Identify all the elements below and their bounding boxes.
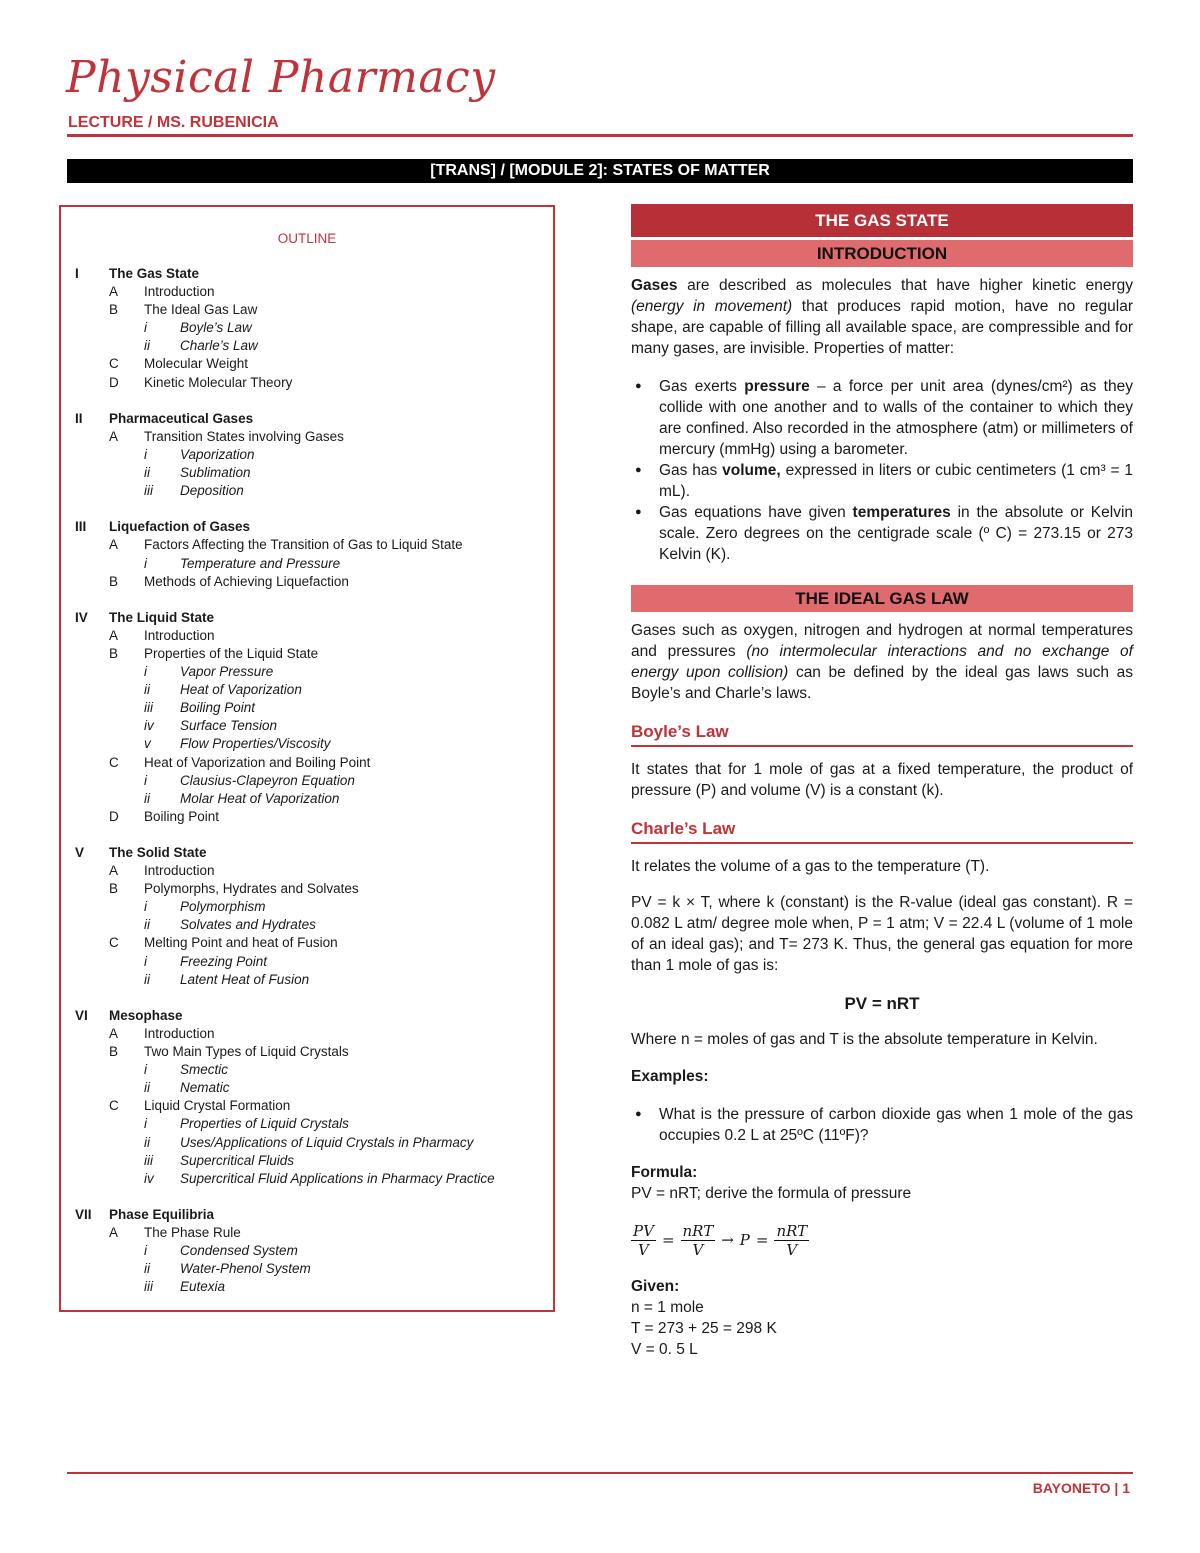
outline-item xyxy=(75,790,545,808)
list-item: ● Gas has volume, expressed in liters or cubic centimeters (1 cm³ = 1 mL). xyxy=(631,460,1133,502)
outline-item-number: VII xyxy=(75,1206,92,1222)
fraction-pv-over-v: $\frac{PV}{V}$ xyxy=(633,1221,654,1259)
outline-item-number: A xyxy=(109,1224,119,1240)
outline-item xyxy=(75,1224,545,1242)
outline-item xyxy=(75,265,545,283)
outline-item xyxy=(75,953,545,971)
outline-item xyxy=(75,1115,545,1133)
outline-item-label: Supercritical Fluids xyxy=(180,1152,295,1168)
outline-item-number: C xyxy=(109,356,119,372)
pressure-derivation: $\frac{PV}{V}$ = $\frac{\text{nRT}}{V}$ → P = $\frac{\text{nRT}}{V}$ xyxy=(633,1221,808,1259)
outline-item-label: Smectic xyxy=(180,1062,229,1078)
outline-item-number: ii xyxy=(144,465,150,481)
outline-item-number: D xyxy=(109,808,119,824)
outline-item xyxy=(75,1170,545,1188)
outline-item-label: Flow Properties/Viscosity xyxy=(180,736,331,752)
intro-tail: that produces rapid motion, have no regular shape, are capable of filling all available space, are compressible and for many gases, are invisible. Properties of matter: xyxy=(631,298,1133,357)
fraction-nrt-over-v-result: $\frac{\text{nRT}}{V}$ xyxy=(776,1221,808,1259)
outline-item-label: Eutexia xyxy=(180,1279,226,1295)
outline-item xyxy=(75,645,545,663)
outline-item xyxy=(75,283,545,301)
outline-item-number: iii xyxy=(144,483,153,499)
outline-item xyxy=(75,518,545,536)
outline-item-number: ii xyxy=(144,1080,150,1096)
outline-item-number: i xyxy=(144,1243,147,1259)
intro-emphasis: (energy in movement) xyxy=(631,298,793,315)
outline-item xyxy=(75,428,545,446)
outline-item-label: Liquefaction of Gases xyxy=(109,519,251,535)
outline-item-number: B xyxy=(109,881,119,897)
outline-item-number: V xyxy=(75,845,85,860)
outline-item-label: Boyle’s Law xyxy=(180,320,252,336)
outline-item-label: The Solid State xyxy=(109,845,207,860)
outline-item-label: Introduction xyxy=(144,863,215,879)
outline-item xyxy=(75,880,545,898)
outline-item xyxy=(75,1043,545,1061)
introduction-heading: INTRODUCTION xyxy=(631,240,1133,267)
charles-law-text: It relates the volume of a gas to the temperature (T). xyxy=(631,858,990,875)
outline-item-number: i xyxy=(144,320,147,336)
outline-item-label: Uses/Applications of Liquid Crystals in Pharmacy xyxy=(180,1134,474,1150)
given-label: Given: xyxy=(631,1278,680,1295)
outline-item-number: VI xyxy=(75,1007,88,1023)
outline-item xyxy=(75,446,545,464)
outline-item xyxy=(75,1079,545,1097)
outline-item-number: B xyxy=(109,645,119,661)
outline-item xyxy=(75,337,545,355)
outline-item xyxy=(75,536,545,554)
outline-item-label: Liquid Crystal Formation xyxy=(144,1098,291,1114)
outline-item-number: iii xyxy=(144,1279,153,1295)
outline-item xyxy=(75,735,545,753)
outline-item-number: C xyxy=(109,935,119,951)
formula-text: PV = nRT; derive the formula of pressure xyxy=(631,1185,912,1202)
outline-item-number: ii xyxy=(144,790,150,806)
intro-lead: Gases xyxy=(631,277,678,294)
outline-item-label: Molar Heat of Vaporization xyxy=(180,790,340,806)
outline-item xyxy=(75,699,545,717)
outline-item-label: Phase Equilibria xyxy=(109,1206,215,1222)
outline-item xyxy=(75,555,545,573)
outline-item-number: ii xyxy=(144,971,150,987)
outline-item-label: Molecular Weight xyxy=(144,356,249,372)
outline-item-number: iv xyxy=(144,718,154,734)
outline-item-label: Supercritical Fluid Applications in Pharmacy Practice xyxy=(180,1170,495,1186)
outline-item-number: ii xyxy=(144,1134,150,1150)
outline-item xyxy=(75,1206,545,1224)
outline-item-number: i xyxy=(144,1062,147,1078)
outline-title: OUTLINE xyxy=(277,231,337,246)
outline-item-number: B xyxy=(109,573,119,589)
outline-item-label: Introduction xyxy=(144,284,215,300)
outline-item-number: A xyxy=(109,627,119,643)
pv-paragraph: PV = k × T, where k (constant) is the R-value (ideal gas constant). R = 0.082 L atm/ degree mole when, P = 1 atm; V = 22.4 L (volume of 1 mole of an ideal gas); and T= 273 K. Thus, the general gas equation for more than 1 mole of gas is: xyxy=(631,894,1133,974)
outline-item-number: ii xyxy=(144,917,150,933)
charles-law-heading: Charle’s Law xyxy=(631,818,1133,844)
outline-item-number: III xyxy=(75,519,87,535)
outline-item xyxy=(75,319,545,337)
outline-item-number: B xyxy=(109,302,119,318)
outline-item xyxy=(75,627,545,645)
intro-paragraph xyxy=(631,275,1133,359)
where-text: Where n = moles of gas and T is the absolute temperature in Kelvin. xyxy=(631,1031,1098,1048)
lecture-subtitle: LECTURE / MS. RUBENICIA xyxy=(68,114,279,131)
outline-item-number: I xyxy=(75,266,79,281)
outline-item-number: A xyxy=(109,428,119,444)
gas-properties-list xyxy=(631,376,1133,565)
outline-item-label: Properties of Liquid Crystals xyxy=(180,1116,349,1132)
outline-item-label: The Ideal Gas Law xyxy=(144,302,258,318)
outline-item xyxy=(75,1152,545,1170)
outline-item xyxy=(75,464,545,482)
outline-item-label: Sublimation xyxy=(180,465,251,481)
outline-item-label: Temperature and Pressure xyxy=(180,555,341,571)
outline-item xyxy=(75,808,545,826)
examples-list xyxy=(631,1104,1133,1146)
outline-item-label: The Phase Rule xyxy=(144,1224,241,1240)
outline-item-label: Introduction xyxy=(144,627,215,643)
outline-item-label: Vaporization xyxy=(180,446,255,462)
outline-item-number: i xyxy=(144,953,147,969)
outline-item-label: Heat of Vaporization xyxy=(180,682,302,698)
outline-item-number: A xyxy=(109,1025,119,1041)
given-t: T = 273 + 25 = 298 K xyxy=(631,1320,777,1337)
boyles-law-heading: Boyle’s Law xyxy=(631,721,1133,747)
list-item: ● Gas equations have given temperatures in the absolute or Kelvin scale. Zero degrees on the centigrade scale (º C) = 273.15 or 273 Kelvin (K). xyxy=(631,502,1133,565)
outline-item xyxy=(75,1007,545,1025)
outline-item-label: Boiling Point xyxy=(144,808,220,824)
fraction-nrt-over-v: $\frac{\text{nRT}}{V}$ xyxy=(682,1221,714,1259)
outline-item xyxy=(75,934,545,952)
examples-label: Examples: xyxy=(631,1068,709,1085)
outline-item xyxy=(75,301,545,319)
outline-item-number: i xyxy=(144,772,147,788)
given-v: V = 0. 5 L xyxy=(631,1341,698,1358)
outline-item-label: Melting Point and heat of Fusion xyxy=(144,935,338,951)
outline-item xyxy=(75,482,545,500)
page-footer: BAYONETO | 1 xyxy=(1032,1480,1130,1496)
outline-item-number: II xyxy=(75,410,83,426)
right-column xyxy=(631,204,1133,1360)
list-item: ● What is the pressure of carbon dioxide gas when 1 mole of the gas occupies 0.2 L at 25ºC (11ºF)? xyxy=(631,1104,1133,1146)
outline-item-label: Water-Phenol System xyxy=(180,1261,311,1277)
outline-item xyxy=(75,573,545,591)
outline-item-label: Clausius-Clapeyron Equation xyxy=(180,772,355,788)
outline-item xyxy=(75,355,545,373)
outline-item xyxy=(75,844,545,862)
outline-item xyxy=(75,772,545,790)
outline-item xyxy=(75,862,545,880)
outline-item xyxy=(75,410,545,428)
outline-item-label: Mesophase xyxy=(109,1007,183,1023)
outline-item-label: Freezing Point xyxy=(180,953,268,969)
outline-item-label: Kinetic Molecular Theory xyxy=(144,374,293,390)
course-title: Physical Pharmacy xyxy=(66,52,496,103)
outline-item-label: The Gas State xyxy=(109,266,200,281)
ideal-gas-equation: PV = nRT xyxy=(844,994,920,1013)
outline-box xyxy=(59,205,555,1312)
outline-item-number: A xyxy=(109,284,119,300)
outline-item-label: Solvates and Hydrates xyxy=(180,917,316,933)
outline-item-label: Properties of the Liquid State xyxy=(144,645,319,661)
outline-item-number: i xyxy=(144,664,147,680)
formula-label: Formula: xyxy=(631,1164,698,1181)
outline-item-label: Pharmaceutical Gases xyxy=(109,410,254,426)
outline-item xyxy=(75,1061,545,1079)
outline-list xyxy=(75,265,545,1296)
outline-item-label: Surface Tension xyxy=(180,718,278,734)
gas-state-heading: THE GAS STATE xyxy=(631,204,1133,237)
outline-item-number: i xyxy=(144,1116,147,1132)
outline-item-label: Latent Heat of Fusion xyxy=(180,971,310,987)
outline-item xyxy=(75,1025,545,1043)
outline-item-number: ii xyxy=(144,338,150,354)
bottom-divider xyxy=(67,1472,1133,1474)
outline-item-label: Transition States involving Gases xyxy=(144,428,344,444)
outline-item-number: iv xyxy=(144,1170,154,1186)
outline-item-label: Polymorphs, Hydrates and Solvates xyxy=(144,881,359,897)
outline-item-label: Methods of Achieving Liquefaction xyxy=(144,573,349,589)
outline-item-label: Two Main Types of Liquid Crystals xyxy=(144,1044,349,1060)
outline-item xyxy=(75,374,545,392)
outline-item xyxy=(75,971,545,989)
outline-item-label: Factors Affecting the Transition of Gas to Liquid State xyxy=(144,537,463,553)
outline-item-number: B xyxy=(109,1044,119,1060)
outline-item-label: Polymorphism xyxy=(180,899,266,915)
ideal-gas-paragraph: Gases such as oxygen, nitrogen and hydrogen at normal temperatures and pressures (no intermolecular interactions and no exchange of energy upon collision) can be defined by the ideal gas laws such as Boyle’s and Charle’s laws. xyxy=(631,622,1134,702)
outline-item-number: A xyxy=(109,537,119,553)
outline-item-label: Condensed System xyxy=(180,1243,298,1259)
outline-item-number: IV xyxy=(75,609,88,625)
outline-item-number: i xyxy=(144,555,147,571)
intro-text: are described as molecules that have higher kinetic energy xyxy=(687,277,1134,294)
outline-item-number: i xyxy=(144,899,147,915)
list-item: ● Gas exerts pressure – a force per unit area (dynes/cm²) as they collide with one another and to walls of the container to which they are confined. Also recorded in the atmosphere (atm) or millimeters of mercury (mmHg) using a barometer. xyxy=(631,376,1133,460)
outline-item xyxy=(75,1134,545,1152)
outline-item-label: The Liquid State xyxy=(109,609,215,625)
outline-item-label: Introduction xyxy=(144,1025,215,1041)
outline-item xyxy=(75,754,545,772)
top-divider xyxy=(67,134,1133,137)
outline-item xyxy=(75,1278,545,1296)
outline-item-number: v xyxy=(144,736,151,752)
outline-item xyxy=(75,898,545,916)
outline-item xyxy=(75,1242,545,1260)
outline-item-number: C xyxy=(109,754,119,770)
outline-item-number: D xyxy=(109,374,119,390)
given-n: n = 1 mole xyxy=(631,1299,704,1316)
outline-item-number: iii xyxy=(144,700,153,716)
outline-item-number: i xyxy=(144,446,147,462)
outline-item xyxy=(75,663,545,681)
outline-item-number: iii xyxy=(144,1152,153,1168)
outline-item xyxy=(75,681,545,699)
outline-item-label: Heat of Vaporization and Boiling Point xyxy=(144,754,371,770)
boyles-law-text: It states that for 1 mole of gas at a fixed temperature, the product of pressure (P) and volume (V) is a constant (k). xyxy=(631,761,1133,799)
outline-item xyxy=(75,609,545,627)
outline-item-label: Nematic xyxy=(180,1080,230,1096)
outline-item-label: Vapor Pressure xyxy=(180,664,274,680)
outline-item-label: Charle’s Law xyxy=(180,338,258,354)
ideal-gas-law-heading: THE IDEAL GAS LAW xyxy=(631,585,1133,612)
outline-item-label: Boiling Point xyxy=(180,700,256,716)
outline-item-label: Deposition xyxy=(180,483,244,499)
outline-item-number: ii xyxy=(144,1261,150,1277)
outline-item-number: C xyxy=(109,1098,119,1114)
outline-item-number: ii xyxy=(144,682,150,698)
outline-item xyxy=(75,717,545,735)
outline-item xyxy=(75,916,545,934)
module-title-bar: [TRANS] / [MODULE 2]: STATES OF MATTER xyxy=(67,159,1133,183)
outline-item xyxy=(75,1097,545,1115)
outline-item xyxy=(75,1260,545,1278)
outline-item-number: A xyxy=(109,863,119,879)
